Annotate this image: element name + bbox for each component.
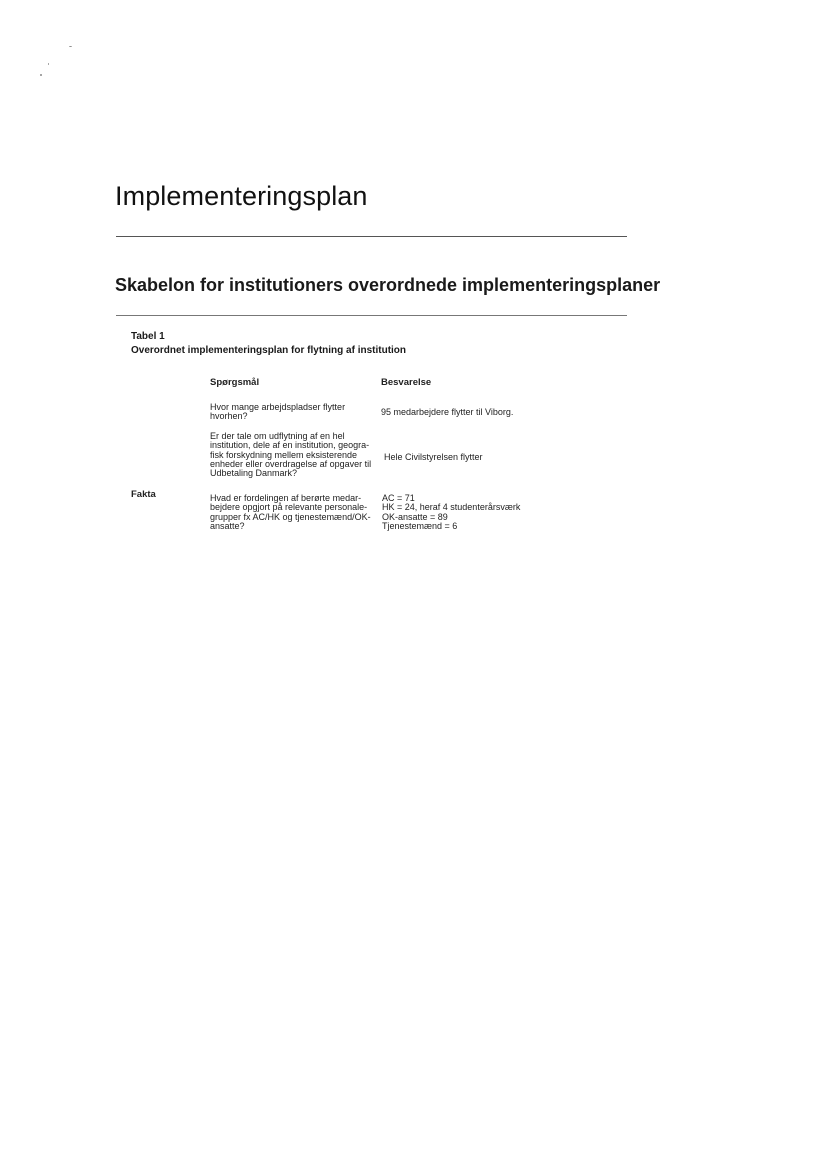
table-row-question <box>210 432 371 478</box>
table-row-answer <box>381 408 513 417</box>
answer-line: HK = 24, heraf 4 studenterårsværk <box>382 502 521 513</box>
scan-speck <box>69 46 72 47</box>
page-subtitle: Skabelon for institutioners overordnede implementeringsplaner <box>115 275 661 295</box>
answer-line: 95 medarbejdere flytter til Viborg. <box>381 407 514 417</box>
table-row-question <box>210 403 345 422</box>
answer-line: OK-ansatte = 89 <box>382 511 448 522</box>
question-line: enheder eller overdragelse af opgaver til <box>210 458 372 469</box>
subtitle-divider <box>116 315 627 316</box>
question-line: grupper fx AC/HK og tjenestemænd/OK- <box>210 511 371 522</box>
question-line: fisk forskydning mellem eksisterende <box>210 449 358 460</box>
question-line: ansatte? <box>210 520 245 531</box>
answer-line: AC = 71 <box>382 493 415 503</box>
question-line: Hvor mange arbejdspladser flytter <box>210 402 346 412</box>
section-label-fakta: Fakta <box>131 489 156 500</box>
answer-line: Hele Civilstyrelsen flytter <box>384 452 483 462</box>
question-line: institution, dele af en institution, geogra- <box>210 440 370 451</box>
question-line: Er der tale om udflytning af en hel <box>210 431 345 441</box>
table-caption <box>131 330 406 358</box>
table-row-answer <box>382 494 520 531</box>
question-line: Udbetaling Danmark? <box>210 468 298 479</box>
page-title: Implementeringsplan <box>115 181 368 211</box>
question-line: Hvad er fordelingen af berørte medar- <box>210 493 362 503</box>
question-line: bejdere opgjort på relevante personale- <box>210 502 368 513</box>
table-label: Tabel 1 <box>131 331 165 342</box>
table-row-answer <box>384 453 483 462</box>
answer-line: Tjenestemænd = 6 <box>382 520 458 531</box>
question-line: hvorhen? <box>210 411 248 422</box>
scan-speck <box>40 74 42 76</box>
scan-speck <box>48 63 49 65</box>
column-header-answer: Besvarelse <box>381 377 432 388</box>
title-divider <box>116 236 627 237</box>
table-title: Overordnet implementeringsplan for flytning af institution <box>131 345 407 356</box>
column-header-question: Spørgsmål <box>210 377 260 388</box>
table-row-question <box>210 494 371 531</box>
